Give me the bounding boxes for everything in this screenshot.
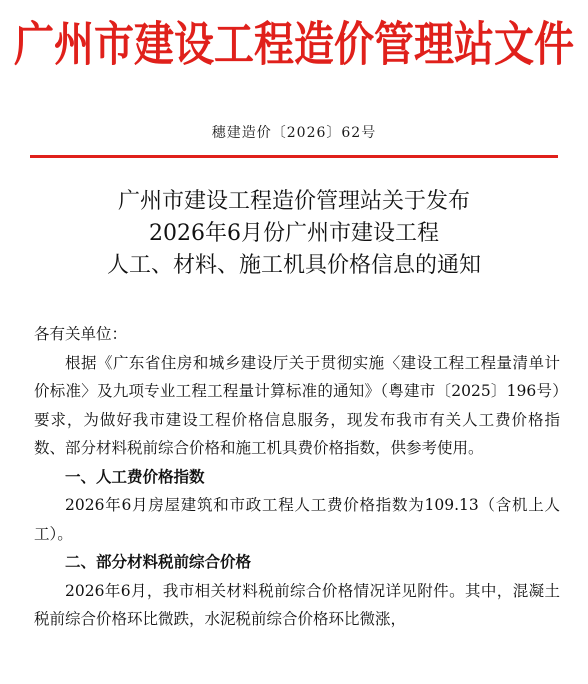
notice-title-line-2: 2026年6月份广州市建设工程 xyxy=(149,221,439,246)
section-1-text: 2026年6月房屋建筑和市政工程人工费价格指数为109.13（含机上人工）。 xyxy=(34,496,560,543)
section-2-heading: 二、部分材料税前综合价格 xyxy=(65,553,252,571)
section-2-text: 2026年6月，我市相关材料税前综合价格情况详见附件。其中，混凝土税前综合价格环比微跌，水泥税前综合价格环比微涨， xyxy=(34,581,560,628)
red-divider-line xyxy=(30,155,558,158)
notice-title-line-1: 广州市建设工程造价管理站关于发布 xyxy=(117,189,470,214)
paragraph-intro: 根据《广东省住房和城乡建设厅关于贯彻实施〈建设工程工程量清单计价标准〉及九项专业工程工程量计算标准的通知》（粤建市〔2025〕196号）要求，为做好我市建设工程价格信息服务，现发布我市有关人工费价格指数、部分材料税前综合价格和施工机具费价格指数，供参考使用。 xyxy=(34,353,560,457)
salutation: 各有关单位： xyxy=(34,325,128,343)
notice-title-line-3: 人工、材料、施工机具价格信息的通知 xyxy=(106,253,481,278)
document-body xyxy=(34,320,560,634)
document-number: 穗建造价〔2026〕62号 xyxy=(211,125,377,141)
masthead-title: 广州市建设工程造价管理站文件 xyxy=(14,17,574,73)
notice-title xyxy=(0,186,588,282)
section-1-heading: 一、人工费价格指数 xyxy=(65,467,205,486)
